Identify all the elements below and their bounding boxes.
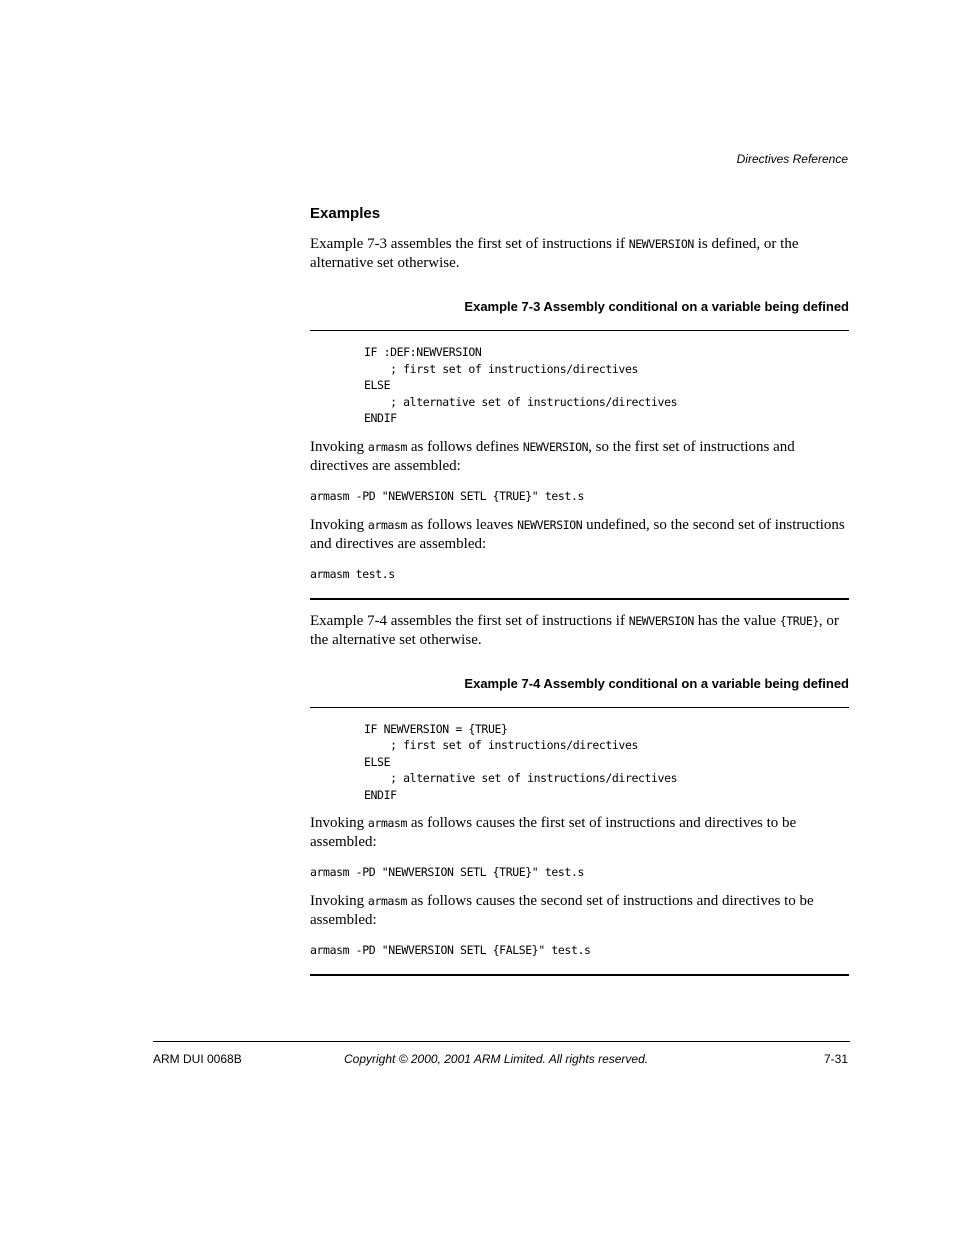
inline-code: NEWVERSION [628, 237, 694, 251]
example-7-4-code [310, 721, 849, 804]
inline-code: {TRUE} [779, 613, 819, 628]
text: Example 7-4 assembles the first set of instructions if [310, 612, 629, 629]
example-7-4-title: Example 7-4 Assembly conditional on a variable being defined [464, 675, 849, 691]
code-line: ; first set of instructions/directives [364, 738, 638, 752]
text: is defined, or the alternative set otherwise. [310, 236, 799, 271]
example-7-3-code [310, 344, 849, 427]
intro-paragraph-7-3 [310, 235, 849, 273]
inline-code: NEWVERSION [517, 517, 583, 532]
copyright-notice: Copyright © 2000, 2001 ARM Limited. All rights reserved. [344, 1052, 649, 1066]
text: undefined, so the second set of instructions and directives are assembled: [310, 516, 845, 552]
divider [310, 707, 849, 708]
text: Example 7-3 assembles the first set of instructions if [310, 236, 629, 252]
divider [310, 330, 849, 331]
code-line: IF :DEF:NEWVERSION [364, 345, 482, 359]
text: , so the first set of instructions and directives are assembled: [310, 438, 795, 474]
example-7-3-paragraph-1 [310, 438, 849, 476]
code-line: ENDIF [364, 411, 397, 425]
example-7-4-paragraph-1 [310, 814, 849, 852]
text: Invoking [310, 516, 368, 533]
text: as follows causes the second set of instructions and directives to be assembled: [310, 893, 814, 928]
section-heading: Examples [310, 205, 381, 222]
example-7-4-paragraph-2 [310, 892, 849, 930]
inline-code: armasm [367, 816, 408, 830]
code-line: ELSE [364, 754, 391, 769]
command-line: armasm -PD "NEWVERSION SETL {FALSE}" test.s [310, 943, 591, 957]
example-7-3-paragraph-2 [310, 516, 849, 554]
inline-code: armasm [367, 894, 408, 908]
text: as follows defines [407, 438, 523, 455]
inline-code: NEWVERSION [628, 613, 694, 628]
document-id: ARM DUI 0068B [153, 1052, 242, 1066]
text: Invoking [310, 438, 368, 455]
example-7-3-title: Example 7-3 Assembly conditional on a variable being defined [464, 299, 849, 314]
text: Invoking [310, 815, 368, 831]
divider [310, 598, 849, 600]
code-line: IF NEWVERSION = {TRUE} [364, 721, 508, 736]
page-number: 7-31 [823, 1052, 848, 1066]
code-line: ELSE [364, 378, 391, 392]
text: has the value [693, 612, 780, 629]
running-header: Directives Reference [736, 152, 848, 166]
command-line: armasm -PD "NEWVERSION SETL {TRUE}" test.s [310, 488, 584, 503]
code-line: ENDIF [364, 787, 397, 802]
inline-code: armasm [367, 517, 408, 532]
footer-divider [153, 1041, 850, 1042]
code-line: ; alternative set of instructions/directives [364, 771, 678, 785]
divider [310, 974, 849, 976]
code-line: ; alternative set of instructions/directives [364, 394, 678, 409]
intro-paragraph-7-4 [310, 612, 849, 650]
command-line: armasm test.s [310, 566, 395, 581]
text: as follows causes the first set of instructions and directives to be assembled: [310, 815, 797, 850]
page-content [310, 205, 849, 976]
text: Invoking [310, 893, 368, 909]
inline-code: NEWVERSION [522, 439, 589, 454]
code-line: ; first set of instructions/directives [364, 361, 638, 376]
inline-code: armasm [367, 439, 408, 454]
command-line: armasm -PD "NEWVERSION SETL {TRUE}" test.s [310, 865, 584, 879]
text: , or the alternative set otherwise. [310, 612, 839, 648]
text: as follows leaves [407, 516, 518, 533]
